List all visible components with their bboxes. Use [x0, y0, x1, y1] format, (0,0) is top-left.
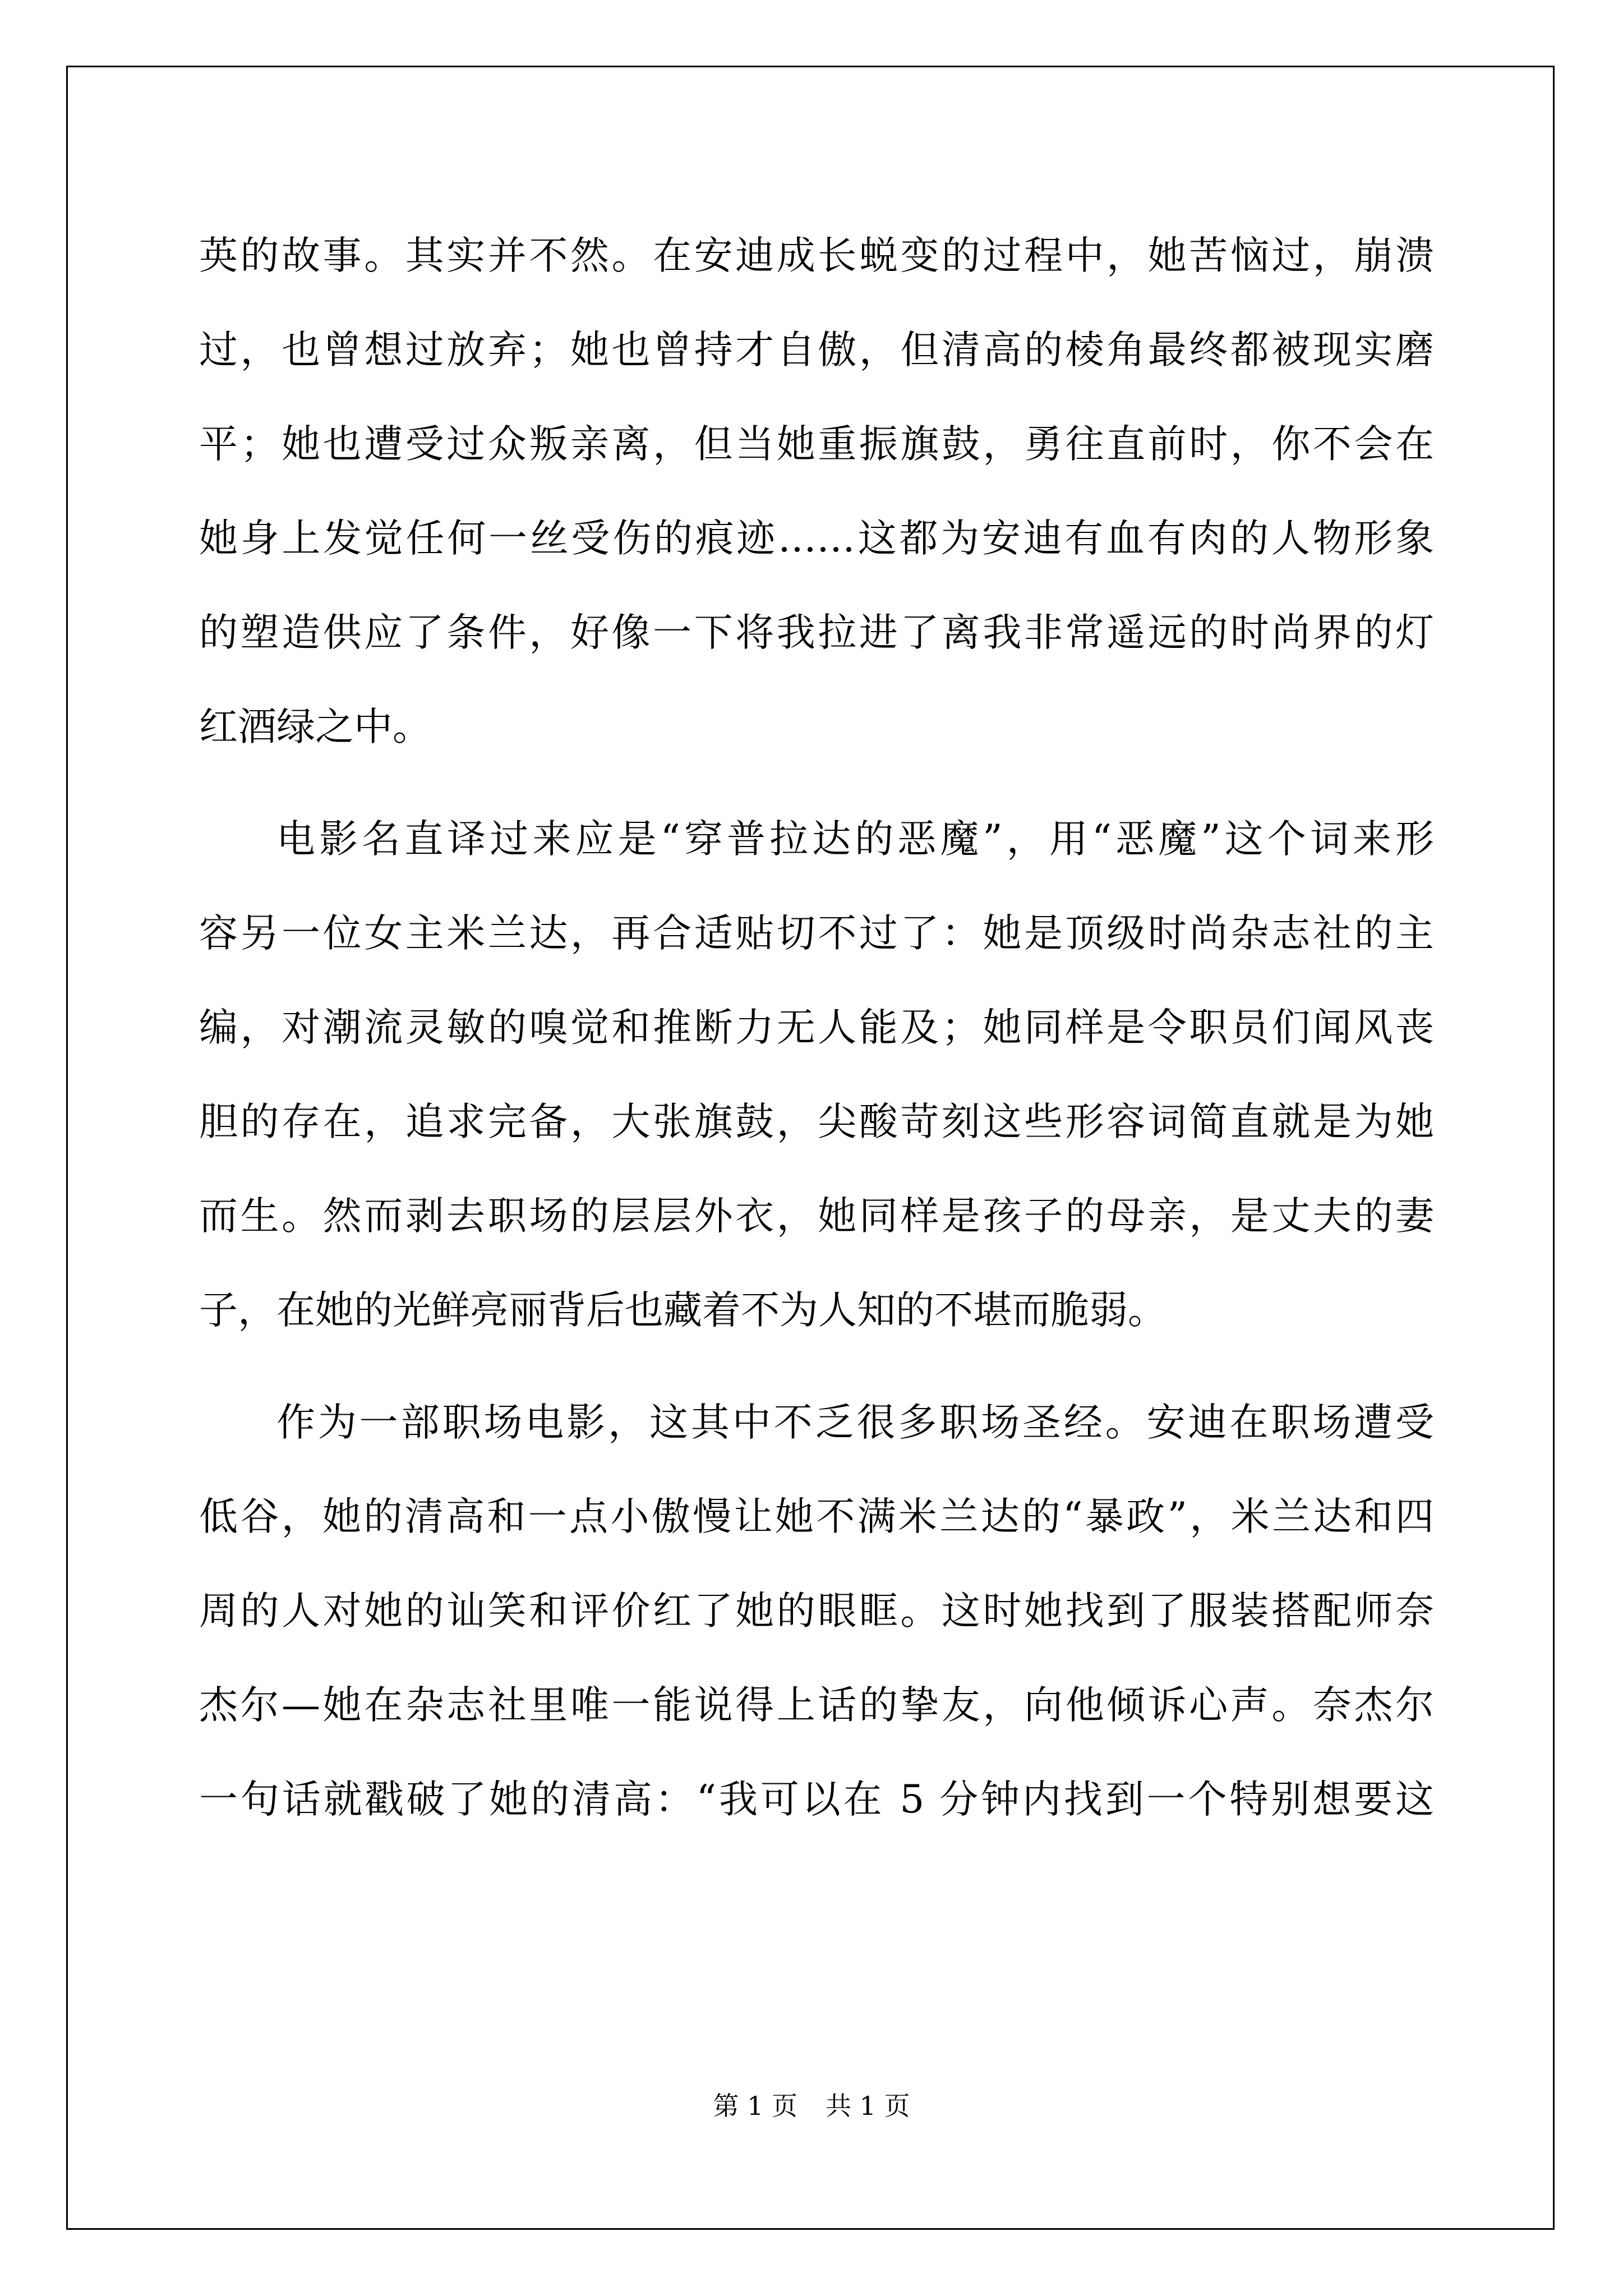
- text-line: 容另一位女主米兰达，再合适贴切不过了：她是顶级时尚杂志社的主: [199, 911, 1434, 956]
- text-line: 编，对潮流灵敏的嗅觉和推断力无人能及；她同样是令职员们闻风丧: [199, 1005, 1434, 1050]
- text-line: 平；她也遭受过众叛亲离，但当她重振旗鼓，勇往直前时，你不会在: [199, 422, 1434, 467]
- page-number: 第 1 页: [713, 2091, 797, 2121]
- text-line: 杰尔—她在杂志社里唯一能说得上话的挚友，向他倾诉心声。奈杰尔: [199, 1683, 1434, 1728]
- text-line: 她身上发觉任何一丝受伤的痕迹……这都为安迪有血有肉的人物形象: [199, 516, 1434, 561]
- paragraph: [199, 209, 1434, 774]
- text-line: 一句话就戳破了她的清高：“我可以在 5 分钟内找到一个特别想要这: [199, 1777, 1434, 1822]
- text-line: 英的故事。其实并不然。在安迪成长蜕变的过程中，她苦恼过，崩溃: [199, 233, 1434, 278]
- paragraph: [199, 792, 1434, 1358]
- text-line: 低谷，她的清高和一点小傲慢让她不满米兰达的“暴政”，米兰达和四: [199, 1494, 1434, 1539]
- text-line: 红酒绿之中。: [199, 705, 431, 749]
- text-line: 周的人对她的讪笑和评价红了她的眼眶。这时她找到了服装搭配师奈: [199, 1589, 1434, 1634]
- text-line: 子，在她的光鲜亮丽背后也藏着不为人知的不堪而脆弱。: [199, 1288, 1166, 1333]
- page-footer: [0, 2086, 1623, 2123]
- text-line: 的塑造供应了条件，好像一下将我拉进了离我非常遥远的时尚界的灯: [199, 610, 1434, 655]
- text-line: 作为一部职场电影，这其中不乏很多职场圣经。安迪在职场遭受: [276, 1400, 1434, 1445]
- text-line: 而生。然而剥去职场的层层外衣，她同样是孩子的母亲，是丈夫的妻: [199, 1194, 1434, 1239]
- text-line: 电影名直译过来应是“穿普拉达的恶魔”，用“恶魔”这个词来形: [276, 817, 1434, 862]
- text-line: 胆的存在，追求完备，大张旗鼓，尖酸苛刻这些形容词简直就是为她: [199, 1099, 1434, 1144]
- text-line: 过，也曾想过放弃；她也曾持才自傲，但清高的棱角最终都被现实磨: [199, 328, 1434, 372]
- page-total: 共 1 页: [826, 2091, 910, 2121]
- paragraph: [199, 1375, 1434, 1847]
- document-body: [199, 209, 1434, 1847]
